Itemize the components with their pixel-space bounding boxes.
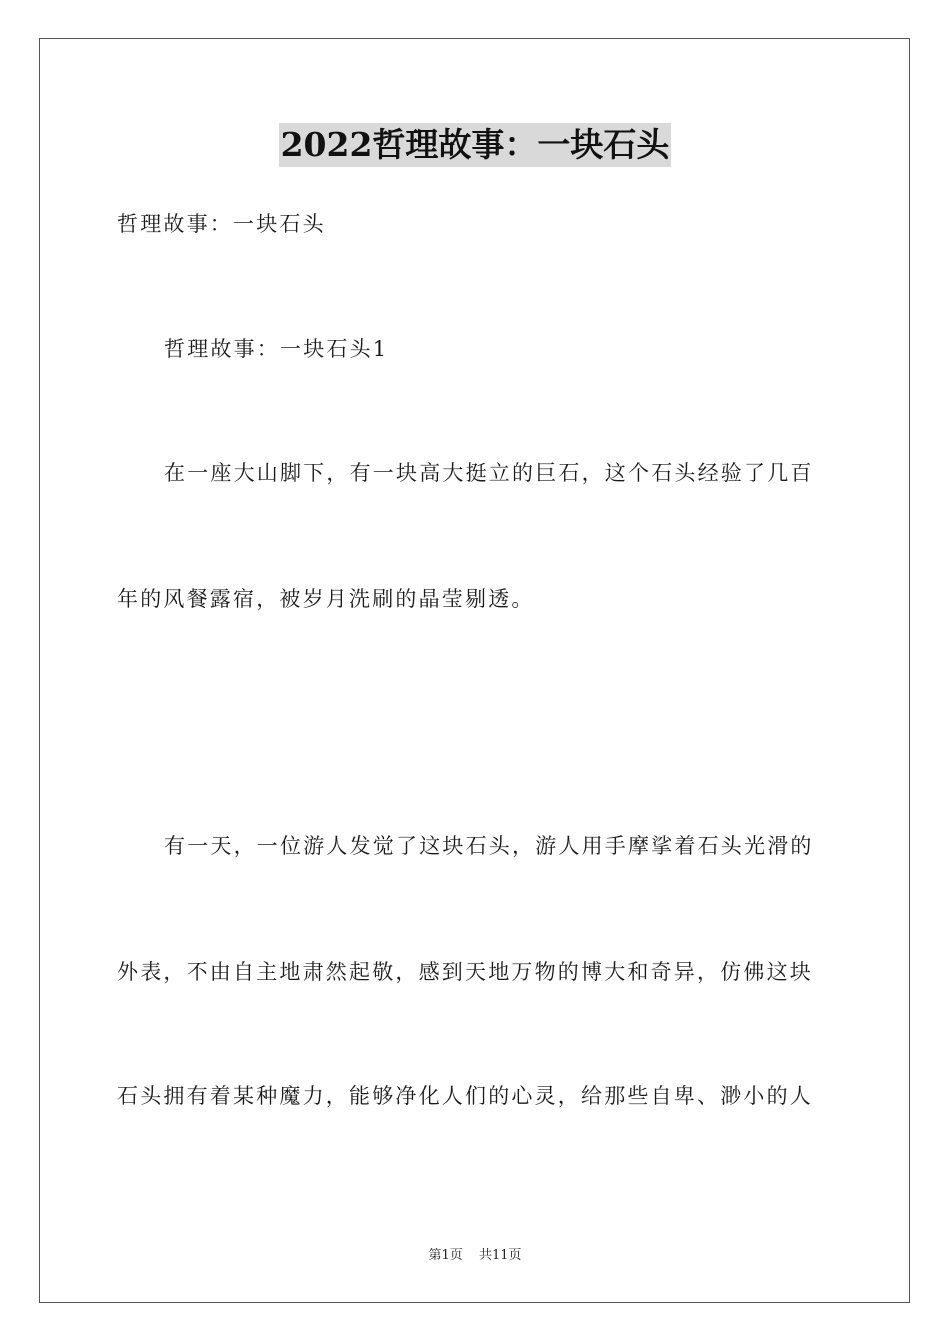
title-container [0,123,950,167]
paragraph-line: 年的风餐露宿，被岁月洗刷的晶莹剔透。 [117,587,535,611]
paragraph-line: 外表，不由自主地肃然起敬，感到天地万物的博大和奇异，仿佛这块 [117,960,813,984]
paragraph-line: 在一座大山脚下，有一块高大挺立的巨石，这个石头经验了几百 [164,461,814,485]
section-heading: 哲理故事：一块石头1 [164,337,389,361]
paragraph-line: 有一天，一位游人发觉了这块石头，游人用手摩挲着石头光滑的 [164,834,814,858]
paragraph-line: 石头拥有着某种魔力，能够净化人们的心灵，给那些自卑、渺小的人 [117,1084,813,1108]
subtitle-line: 哲理故事：一块石头 [117,212,326,236]
page-number-current: 第1页 [428,1248,463,1263]
page-footer [0,1246,950,1266]
page-number-total: 共11页 [478,1248,522,1263]
document-title: 2022哲理故事：一块石头 [279,123,672,167]
